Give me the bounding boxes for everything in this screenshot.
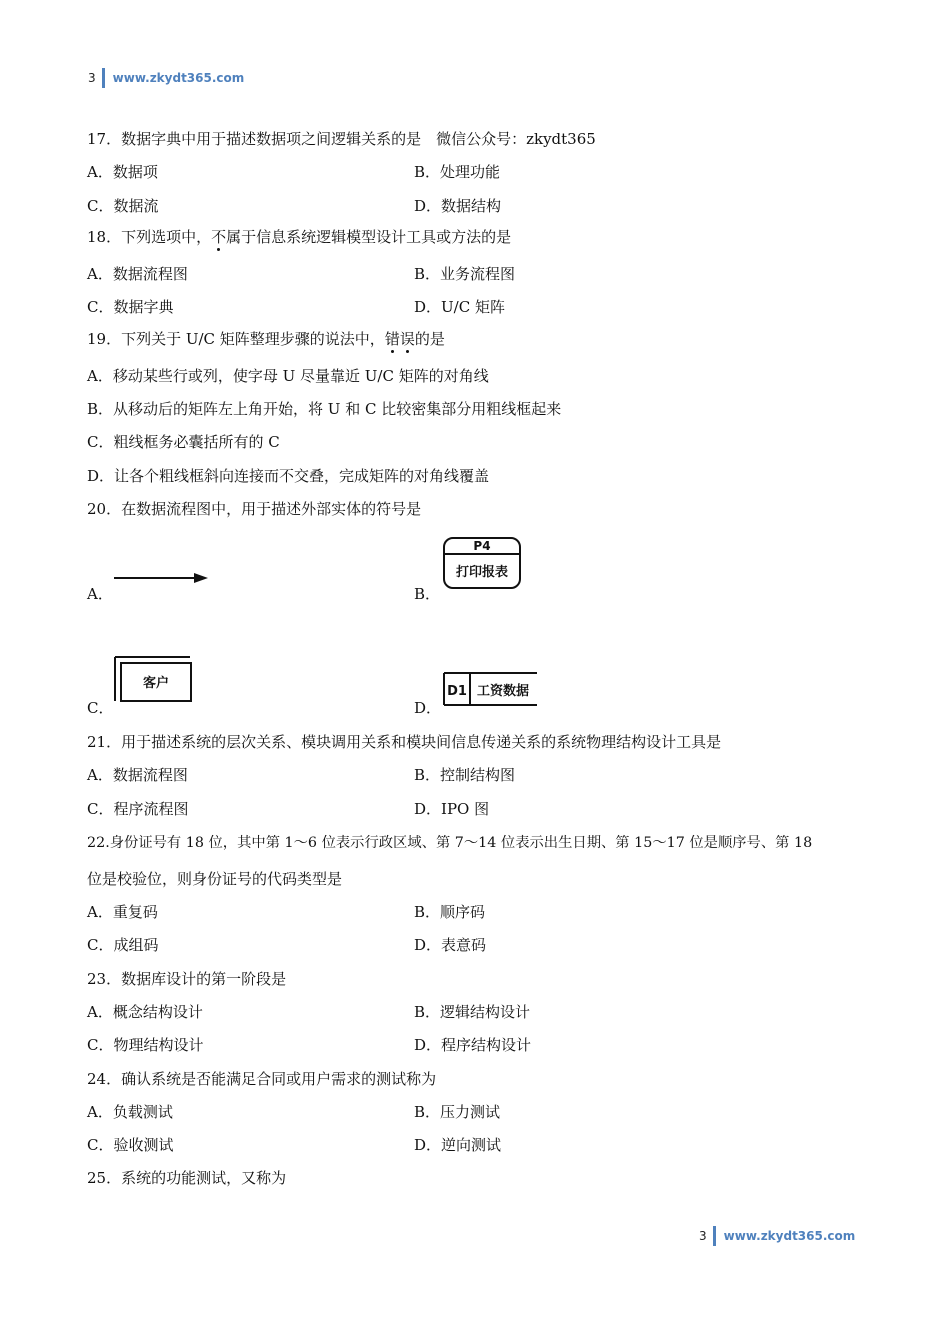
q22-stem-line-2: 位是校验位，则身份证号的代码类型是: [87, 870, 343, 888]
q21-option-b: B．控制结构图: [414, 766, 516, 784]
q17-stem: 17．数据字典中用于描述数据项之间逻辑关系的是 微信公众号：zkydt365: [87, 130, 596, 148]
q23-option-d: D．程序结构设计: [414, 1036, 532, 1054]
header-url: www.zkydt365.com: [112, 71, 245, 85]
q24-option-b: B．压力测试: [414, 1103, 501, 1121]
arrow-head: [194, 573, 208, 583]
footer-url: www.zkydt365.com: [723, 1229, 856, 1243]
q19-option-d: D．让各个粗线框斜向连接而不交叠，完成矩阵的对角线覆盖: [87, 467, 490, 485]
page-footer: [699, 1226, 855, 1246]
q21-option-d: D．IPO 图: [414, 800, 490, 818]
header-divider: [102, 68, 105, 88]
q19-stem-emphasis-2: 误: [399, 330, 415, 348]
q18-option-d: D．U/C 矩阵: [414, 298, 505, 316]
q19-stem-emphasis-1: 错: [384, 330, 400, 348]
process-box-label: 打印报表: [455, 565, 509, 580]
q21-option-c: C．程序流程图: [87, 800, 189, 818]
q19-stem: [87, 329, 445, 349]
q18-stem-post: 属于信息系统逻辑模型设计工具或方法的是: [226, 228, 512, 246]
q18-stem-emphasis: 不: [211, 228, 227, 246]
q18-option-c: C．数据字典: [87, 298, 174, 316]
q22-option-a: A．重复码: [87, 903, 158, 921]
data-flow-arrow-figure: [108, 566, 214, 590]
header-page-number: 3: [88, 71, 96, 85]
q24-option-d: D．逆向测试: [414, 1136, 502, 1154]
q17-option-a: A．数据项: [87, 163, 158, 181]
q22-option-d: D．表意码: [414, 936, 487, 954]
q18-option-a: A．数据流程图: [87, 265, 188, 283]
q25-stem: 25．系统的功能测试，又称为: [87, 1169, 287, 1187]
q19-stem-post: 的是: [414, 330, 445, 348]
q19-option-b: B．从移动后的矩阵左上角开始，将 U 和 C 比较密集部分用粗线框起来: [87, 400, 562, 418]
q23-stem: 23．数据库设计的第一阶段是: [87, 970, 287, 988]
process-box-id: P4: [473, 539, 491, 553]
q24-stem: 24．确认系统是否能满足合同或用户需求的测试称为: [87, 1070, 437, 1088]
q19-option-a: A．移动某些行或列，使字母 U 尽量靠近 U/C 矩阵的对角线: [87, 367, 489, 385]
data-store-figure: [440, 667, 540, 711]
q23-option-a: A．概念结构设计: [87, 1003, 203, 1021]
q19-option-c: C．粗线框务必囊括所有的 C: [87, 433, 280, 451]
q20-option-c: C．: [87, 699, 114, 717]
q20-option-b: B．: [414, 585, 441, 603]
entity-label: 客户: [142, 676, 170, 691]
q18-stem-pre: 18．下列选项中，: [87, 228, 212, 246]
q22-option-c: C．成组码: [87, 936, 159, 954]
q21-stem: 21．用于描述系统的层次关系、模块调用关系和模块间信息传递关系的系统物理结构设计工具是: [87, 733, 722, 751]
page-header: [88, 68, 244, 88]
external-entity-figure: [112, 655, 196, 705]
store-label: 工资数据: [476, 684, 530, 699]
q20-option-a: A．: [87, 585, 113, 603]
q22-stem-line-1: 22.身份证号有 18 位，其中第 1～6 位表示行政区域、第 7～14 位表示出生日期、第 15～17 位是顺序号、第 18: [87, 835, 813, 851]
store-id: D1: [447, 684, 467, 699]
q17-option-c: C．数据流: [87, 197, 159, 215]
q22-option-b: B．顺序码: [414, 903, 486, 921]
q19-stem-pre: 19．下列关于 U/C 矩阵整理步骤的说法中，: [87, 330, 385, 348]
q24-option-a: A．负载测试: [87, 1103, 173, 1121]
q20-option-d: D．: [414, 699, 442, 717]
q23-option-c: C．物理结构设计: [87, 1036, 204, 1054]
q23-option-b: B．逻辑结构设计: [414, 1003, 531, 1021]
footer-page-number: 3: [699, 1229, 707, 1243]
footer-divider: [713, 1226, 716, 1246]
q17-option-d: D．数据结构: [414, 197, 502, 215]
q21-option-a: A．数据流程图: [87, 766, 188, 784]
q18-stem: [87, 227, 511, 247]
q18-option-b: B．业务流程图: [414, 265, 516, 283]
q24-option-c: C．验收测试: [87, 1136, 174, 1154]
process-box-figure: [440, 536, 524, 592]
q17-option-b: B．处理功能: [414, 163, 501, 181]
q20-stem: 20．在数据流程图中，用于描述外部实体的符号是: [87, 500, 422, 518]
